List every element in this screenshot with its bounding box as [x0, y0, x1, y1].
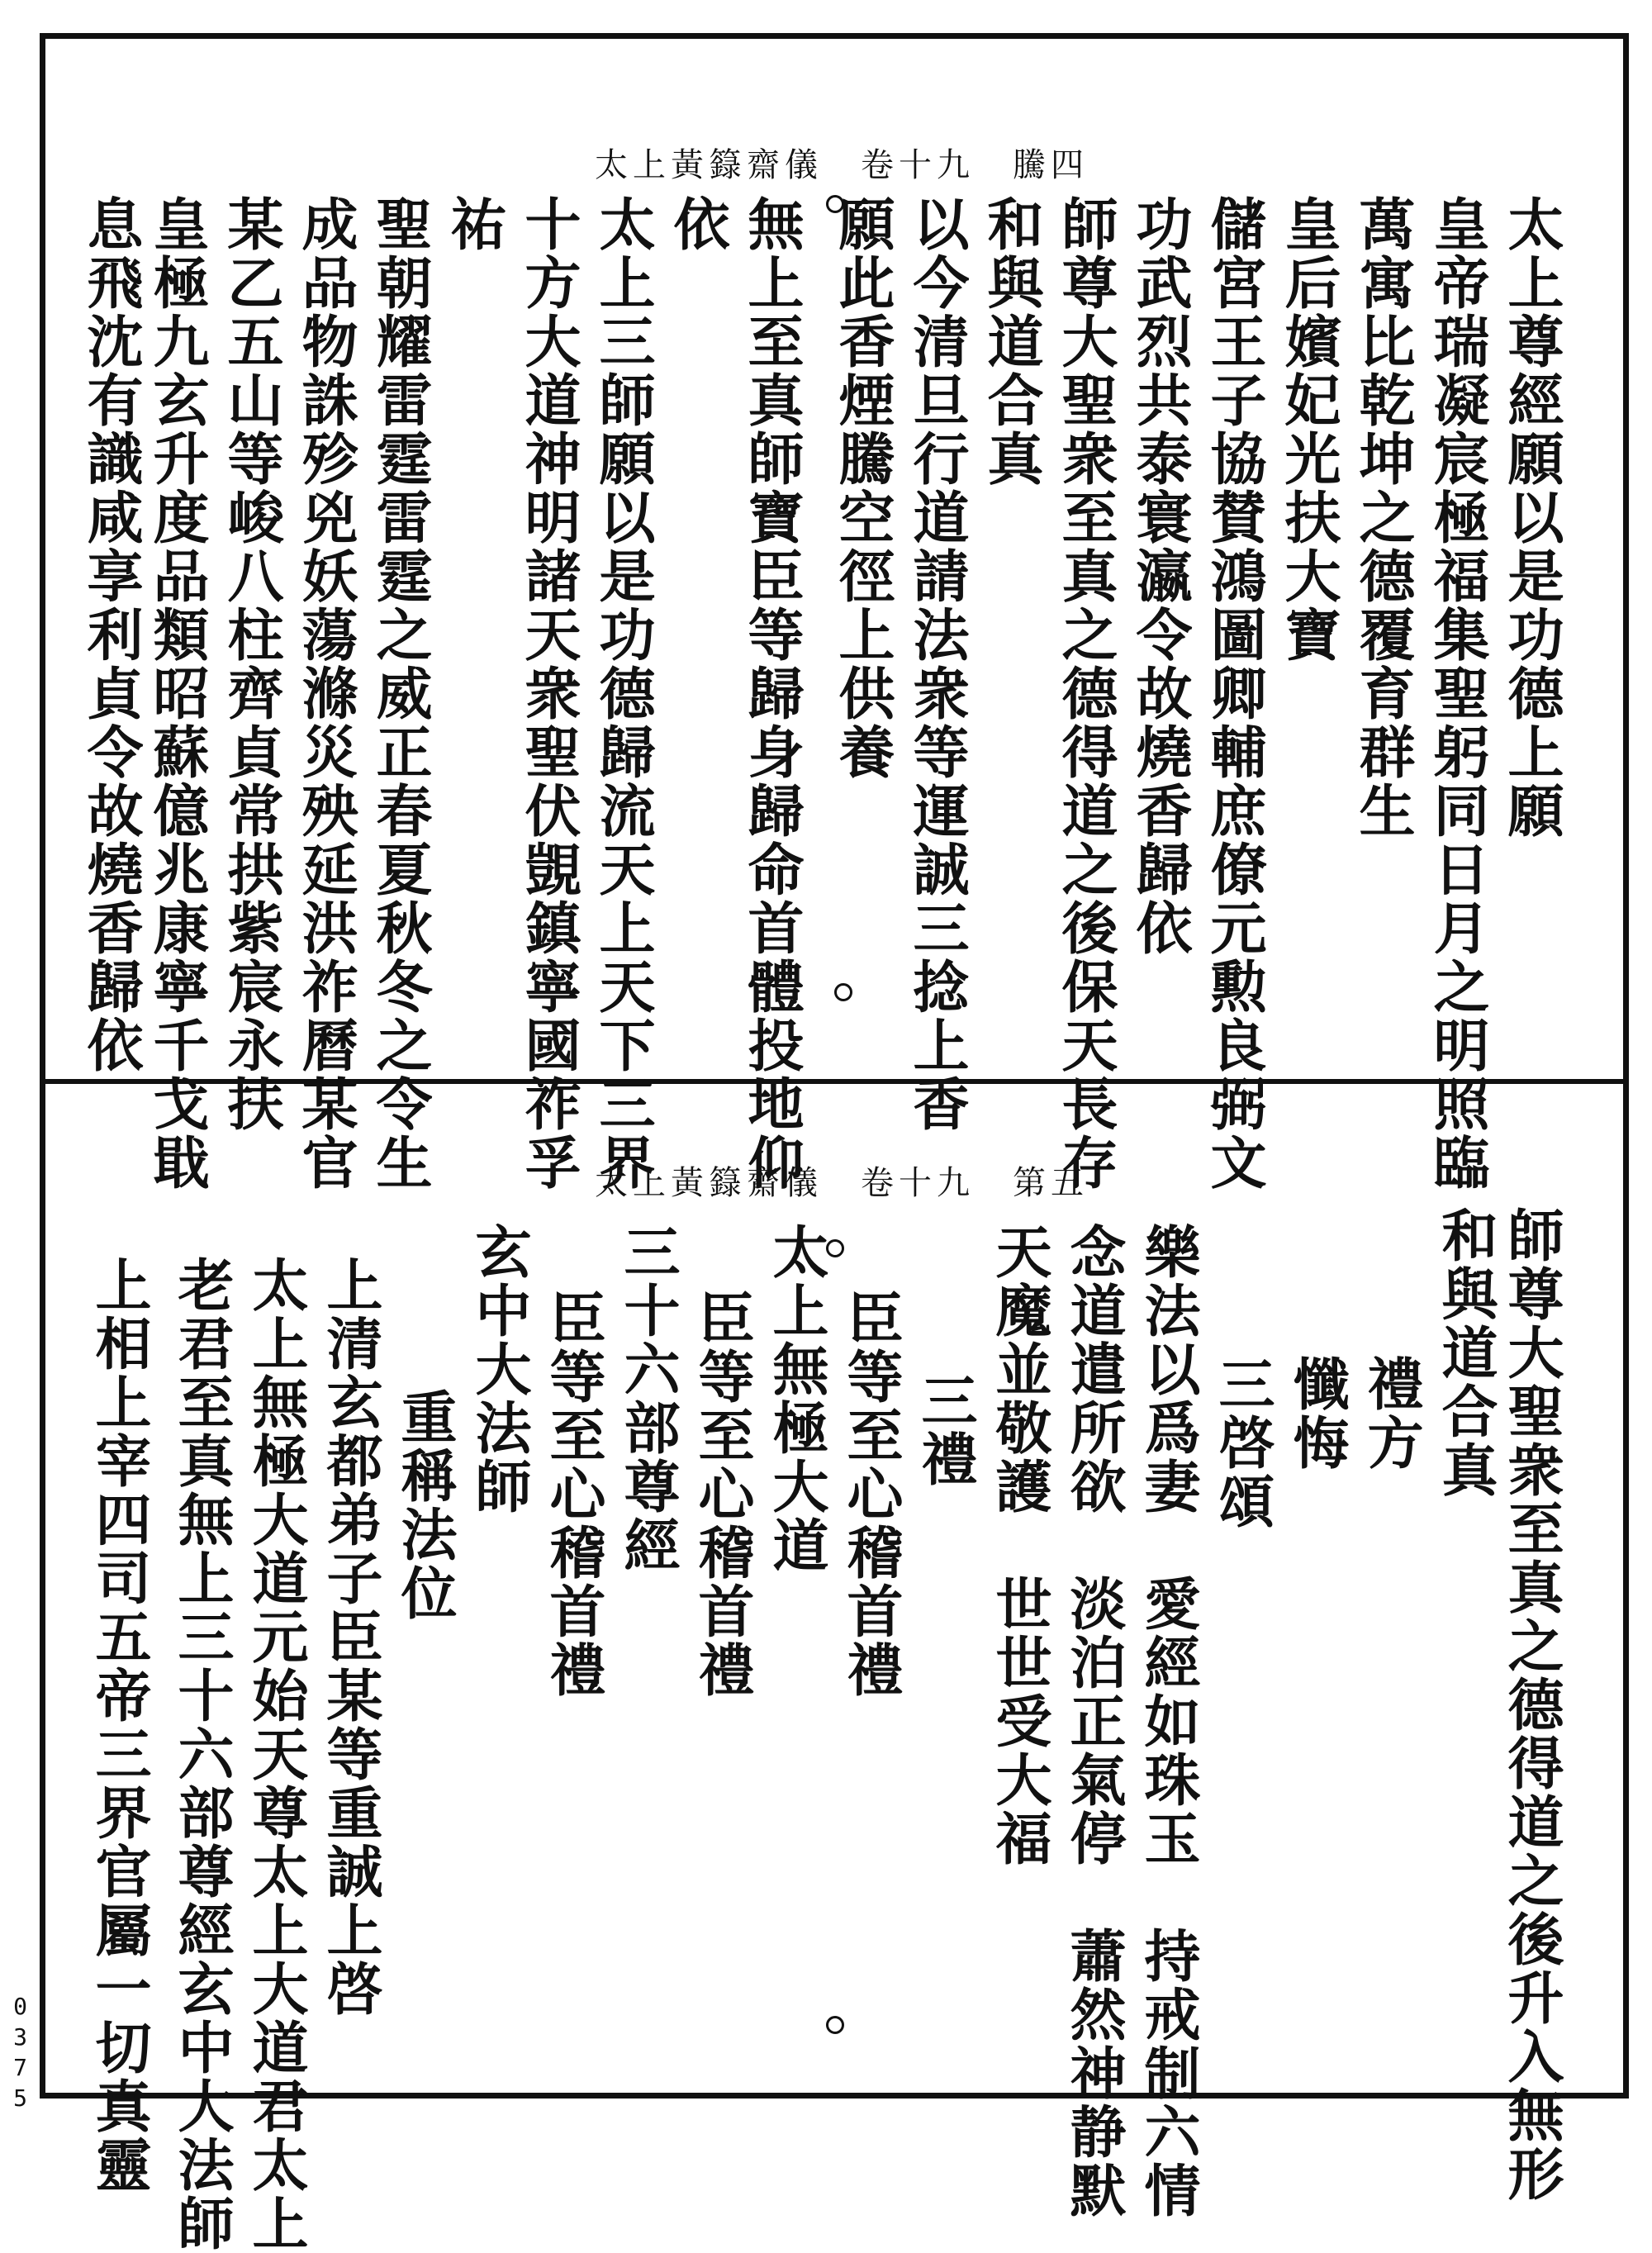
punctuation-circle — [826, 195, 844, 213]
bottom-col-16: 重稱法位 — [392, 1388, 458, 1623]
top-col-6: 功武烈共泰寰瀛令故燒香歸依 — [1127, 195, 1193, 958]
top-col-5: 儲宮王子協賛鴻圖卿輔庶僚元勲良弼文 — [1201, 195, 1267, 1192]
top-col-1: 太上尊經願以是功德上願 — [1498, 195, 1564, 840]
top-col-4: 皇后嬪妃光扶大寶 — [1275, 195, 1341, 664]
bottom-col-18: 太上無極大道元始天尊太上大道君太上 — [243, 1256, 309, 2253]
punctuation-circle — [834, 983, 852, 1001]
bottom-col-3: 禮方 — [1358, 1355, 1424, 1472]
bottom-col-9: 三禮 — [912, 1371, 978, 1489]
top-col-14: 十方大道神明諸天衆聖伏覬鎮寧國祚孚 — [515, 195, 582, 1192]
bottom-col-2: 和與道合真 — [1432, 1206, 1498, 1500]
bottom-col-12: 臣等至心稽首禮 — [689, 1289, 755, 1699]
top-col-2: 皇帝瑞凝宸極福集聖躬同日月之明照臨 — [1424, 195, 1490, 1192]
top-col-15: 祐 — [441, 195, 507, 254]
top-col-17: 成品物誅殄兇妖蕩滌災殃延洪祚曆某官 — [292, 195, 358, 1192]
top-page-header: 太上黃籙齋儀 卷十九 騰四 — [595, 146, 1089, 184]
top-col-18: 某乙五山等峻八柱齊貞常拱紫宸永扶 — [218, 195, 284, 1134]
page-number: 0375 — [7, 1993, 34, 2115]
top-col-10: 願此香煙騰空徑上供養 — [829, 195, 895, 782]
bottom-col-15: 玄中大法師 — [466, 1223, 532, 1516]
bottom-col-5: 三啓頌 — [1209, 1355, 1275, 1531]
bottom-col-10: 臣等至心稽首禮 — [838, 1289, 904, 1699]
bottom-col-8: 天魔並敬護 世世受大福 — [986, 1223, 1052, 1868]
bottom-col-17: 上清玄都弟子臣某等重誠上啓 — [317, 1256, 383, 2018]
bottom-col-7: 念道遣所欲 淡泊正氣停 蕭然神静默 — [1061, 1223, 1127, 2220]
bottom-col-13: 三十六部尊經 — [615, 1223, 681, 1575]
bottom-col-14: 臣等至心稽首禮 — [540, 1289, 606, 1699]
bottom-col-19: 老君至真無上三十六部尊經玄中大法師 — [169, 1256, 235, 2253]
top-col-8: 和與道合真 — [978, 195, 1044, 488]
bottom-col-1: 師尊大聖衆至真之德得道之後升入無形 — [1498, 1206, 1564, 2203]
bottom-col-4: 懺悔 — [1284, 1355, 1350, 1472]
top-col-13: 太上三師願以是功德歸流天上天下三界 — [590, 195, 656, 1192]
top-col-9: 以今清旦行道請法衆等運誠三捻上香 — [904, 195, 970, 1134]
punctuation-circle — [826, 2016, 844, 2034]
top-col-16: 聖朝耀雷霆雷霆之威正春夏秋冬之令生 — [367, 195, 433, 1192]
bottom-col-6: 樂法以爲妻 愛經如珠玉 持戒制六情 — [1135, 1223, 1201, 2220]
top-col-7: 師尊大聖衆至真之德得道之後保天長存 — [1052, 195, 1118, 1192]
top-col-19: 皇極九玄升度品類昭蘇億兆康寧千戈戢 — [144, 195, 210, 1192]
top-col-20: 息飛沈有識咸享利貞令故燒香歸依 — [78, 195, 144, 1075]
top-col-12: 依 — [664, 195, 730, 254]
bottom-col-11: 太上無極大道 — [763, 1223, 829, 1575]
top-col-11: 無上至真師寶臣等歸身歸命首體投地仰 — [738, 195, 805, 1192]
bottom-col-20: 上相上宰四司五帝三界官屬一切真靈 — [86, 1256, 152, 2194]
top-col-3: 萬寓比乾坤之德覆育群生 — [1350, 195, 1416, 840]
bottom-page-header: 太上黃籙齋儀 卷十九 第五 — [595, 1164, 1089, 1202]
